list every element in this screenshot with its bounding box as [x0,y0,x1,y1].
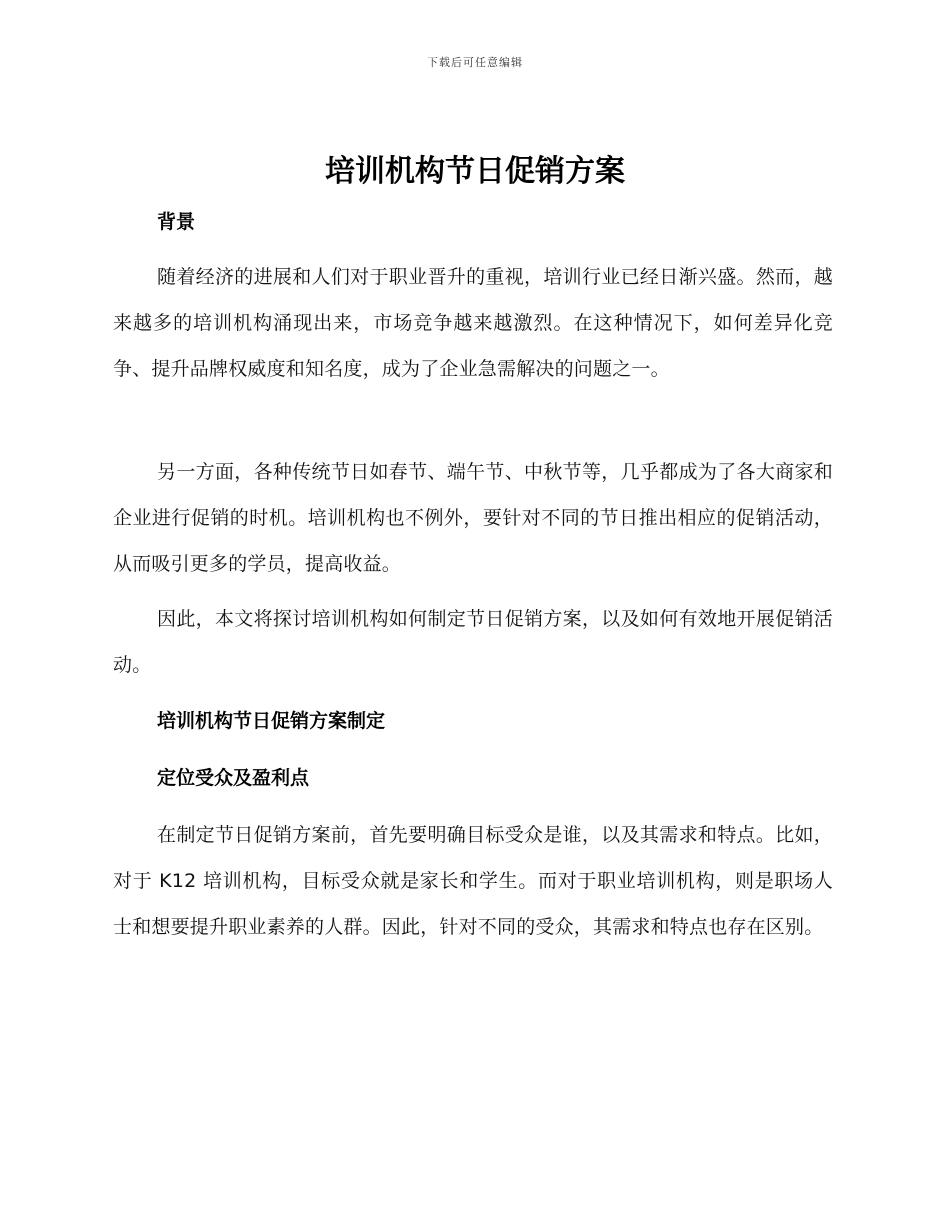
section-heading-plan: 培训机构节日促销方案制定 [157,710,386,732]
paragraph-background-2: 另一方面，各种传统节日如春节、端午节、中秋节等，几乎都成为了各大商家和企业进行促销的时机。培训机构也不例外，要针对不同的节日推出相应的促销活动，从而吸引更多的学员，提高收益。 [113,461,833,575]
paragraph-audience-1: 在制定节日促销方案前，首先要明确目标受众是谁，以及其需求和特点。比如，对于 K12 培训机构，目标受众就是家长和学生。而对于职业培训机构，则是职场人士和想要提升职业素养的人群。因此，针对不同的受众，其需求和特点也存在区别。 [113,824,833,938]
paragraph-background-3: 因此，本文将探讨培训机构如何制定节日促销方案，以及如何有效地开展促销活动。 [113,608,833,676]
document-title: 培训机构节日促销方案 [325,154,625,189]
page-header-note: 下载后可任意编辑 [427,56,523,69]
paragraph-background-1: 随着经济的进展和人们对于职业晋升的重视，培训行业已经日渐兴盛。然而，越来越多的培训机构涌现出来，市场竞争越来越激烈。在这种情况下，如何差异化竞争、提升品牌权威度和知名度，成为了企业急需解决的问题之一。 [113,266,833,380]
section-heading-audience: 定位受众及盈利点 [157,767,310,789]
section-heading-background: 背景 [157,211,196,233]
